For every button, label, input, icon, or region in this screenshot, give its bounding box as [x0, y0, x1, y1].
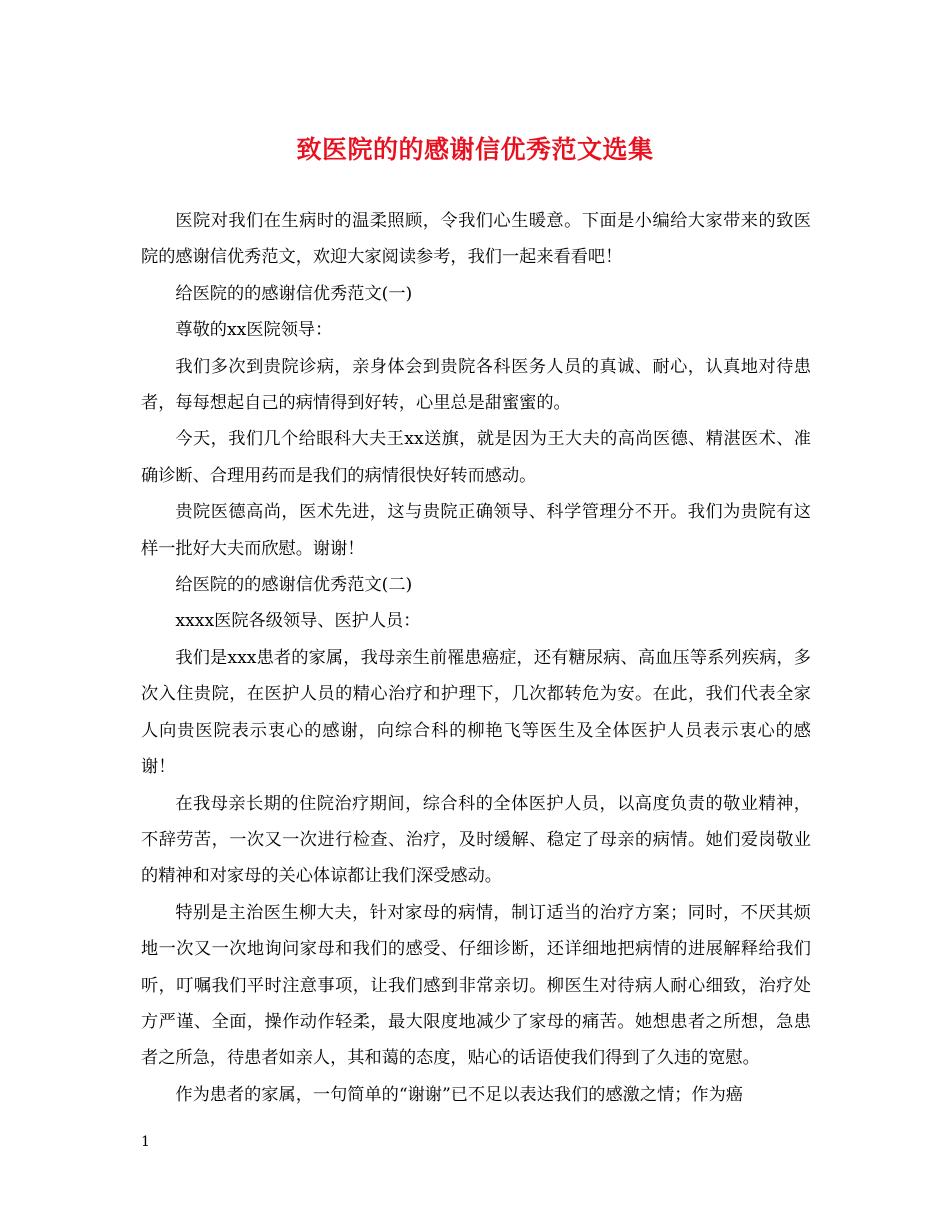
- paragraph: 贵院医德高尚，医术先进，这与贵院正确领导、科学管理分不开。我们为贵院有这样一批好大夫而欣慰。谢谢！: [141, 502, 811, 559]
- document-title: 致医院的的感谢信优秀范文选集: [296, 135, 654, 164]
- section-heading-2: 给医院的的感谢信优秀范文(二): [175, 575, 413, 596]
- paragraph: 今天，我们几个给眼科大夫王xx送旗，就是因为王大夫的高尚医德、精湛医术、准确诊断、合理用药而是我们的病情很快好转而感动。: [141, 429, 811, 486]
- salutation-1: 尊敬的xx医院领导：: [175, 320, 333, 341]
- paragraph-intro: 医院对我们在生病时的温柔照顾，令我们心生暖意。下面是小编给大家带来的致医院的感谢信优秀范文，欢迎大家阅读参考，我们一起来看看吧！: [141, 211, 811, 268]
- paragraph: 我们是xxx患者的家属，我母亲生前罹患癌症，还有糖尿病、高血压等系列疾病，多次入住贵院，在医护人员的精心治疗和护理下，几次都转危为安。在此，我们代表全家人向贵医院表示衷心的感谢，向综合科的柳艳飞等医生及全体医护人员表示衷心的感谢！: [141, 647, 811, 778]
- paragraph: 特别是主治医生柳大夫，针对家母的病情，制订适当的治疗方案；同时，不厌其烦地一次又一次地询问家母和我们的感受、仔细诊断，还详细地把病情的进展解释给我们听，叮嘱我们平时注意事项，让我们感到非常亲切。柳医生对待病人耐心细致，治疗处方严谨、全面，操作动作轻柔，最大限度地减少了家母的痛苦。她想患者之所想，急患者之所急，待患者如亲人，其和蔼的态度，贴心的话语使我们得到了久违的宽慰。: [141, 902, 811, 1069]
- paragraph: 作为患者的家属，一句简单的“谢谢”已不足以表达我们的感激之情；作为癌: [175, 1084, 743, 1105]
- page-number: 1: [141, 1134, 150, 1150]
- paragraph: 我们多次到贵院诊病，亲身体会到贵院各科医务人员的真诚、耐心，认真地对待患者，每每想起自己的病情得到好转，心里总是甜蜜蜜的。: [141, 356, 811, 414]
- section-heading-1: 给医院的的感谢信优秀范文(一): [175, 283, 413, 304]
- salutation-2: xxxx医院各级领导、医护人员：: [175, 611, 421, 632]
- paragraph: 在我母亲长期的住院治疗期间，综合科的全体医护人员，以高度负责的敬业精神，不辞劳苦，一次又一次进行检查、治疗，及时缓解、稳定了母亲的病情。她们爱岗敬业的精神和对家母的关心体谅都让我们深受感动。: [141, 793, 811, 887]
- document-body: [141, 203, 811, 1113]
